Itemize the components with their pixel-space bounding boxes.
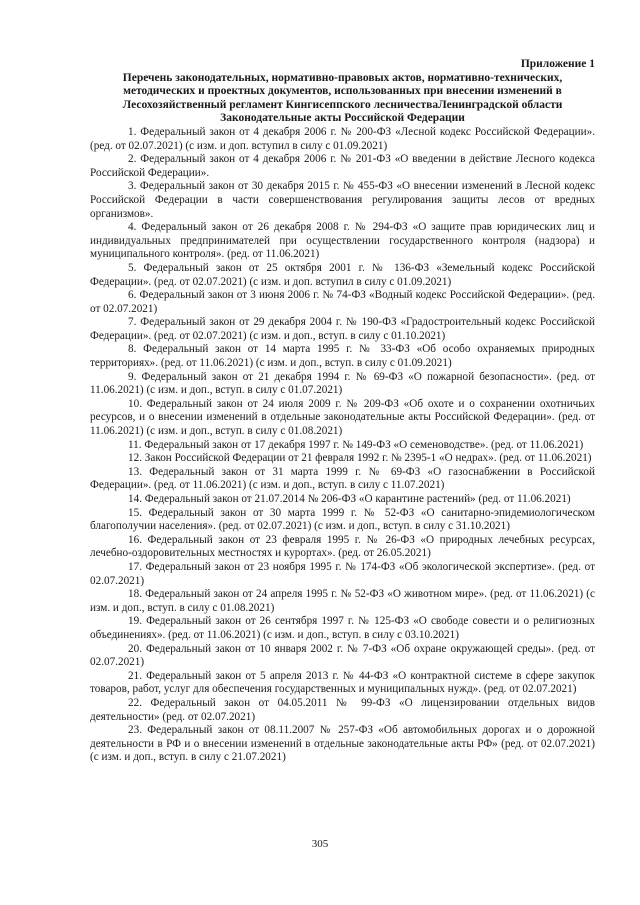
title-line: методических и проектных документов, использованных при внесении изменений в bbox=[123, 85, 562, 98]
law-item-10: 10. Федеральный закон от 24 июля 2009 г. № 209-ФЗ «Об охоте и о сохранении охотничьих ресурсов, и о внесении изменений в отдельные законодательные акты Российской Федерации». (ред. от 11.06.2021) (с изм. и доп., вступ. в силу с 01.08.2021) bbox=[90, 397, 595, 438]
document-page bbox=[90, 58, 595, 765]
law-item-3: 3. Федеральный закон от 30 декабря 2015 г. № 455-ФЗ «О внесении изменений в Лесной кодекс Российской Федерации в части совершенствования регулирования защиты лесов от вредных организмов». bbox=[90, 180, 595, 220]
law-item-14: 14. Федеральный закон от 21.07.2014 № 206-ФЗ «О карантине растений» (ред. от 11.06.2021) bbox=[128, 493, 571, 505]
law-item-6: 6. Федеральный закон от 3 июня 2006 г. № 74-ФЗ «Водный кодекс Российской Федерации». (ред. от 02.07.2021) bbox=[90, 289, 595, 315]
document-title bbox=[90, 72, 595, 126]
law-item-11: 11. Федеральный закон от 17 декабря 1997 г. № 149-ФЗ «О семеноводстве». (ред. от 11.06.2021) bbox=[128, 438, 584, 451]
law-item-21: 21. Федеральный закон от 5 апреля 2013 г. № 44-ФЗ «О контрактной системе в сфере закупок товаров, работ, услуг для обеспечения государственных и муниципальных нужд». (ред. от 02.07.2021) bbox=[90, 669, 595, 696]
law-item-22: 22. Федеральный закон от 04.05.2011 № 99-ФЗ «О лицензировании отдельных видов деятельности» (ред. от 02.07.2021) bbox=[90, 696, 595, 723]
title-line: Лесохозяйственный регламент Кингисеппского лесничестваЛенинградской области bbox=[122, 98, 563, 111]
law-item-2: 2. Федеральный закон от 4 декабря 2006 г. № 201-ФЗ «О введении в действие Лесного кодекса Российской Федерации». bbox=[90, 153, 595, 179]
law-item-18: 18. Федеральный закон от 24 апреля 1995 г. № 52-ФЗ «О животном мире». (ред. от 11.06.2021) (с изм. и доп., вступ. в силу с 01.08.2021) bbox=[90, 588, 595, 614]
law-item-13: 13. Федеральный закон от 31 марта 1999 г. № 69-ФЗ «О газоснабжении в Российской Федерации». (ред. от 11.06.2021) (с изм. и доп., вступ. в силу с 11.07.2021) bbox=[90, 465, 595, 492]
law-item-15: 15. Федеральный закон от 30 марта 1999 г. № 52-ФЗ «О санитарно-эпидемиологическом благополучии населения». (ред. от 02.07.2021) (с изм. и доп., вступ. в силу с 31.10.2021) bbox=[90, 506, 595, 533]
law-item-20: 20. Федеральный закон от 10 января 2002 г. № 7-ФЗ «Об охране окружающей среды». (ред. от 02.07.2021) bbox=[90, 642, 595, 669]
law-list bbox=[90, 126, 595, 765]
law-item-8: 8. Федеральный закон от 14 марта 1995 г. № 33-ФЗ «Об особо охраняемых природных территориях». (ред. от 11.06.2021) (с изм. и доп., вступ. в силу с 01.09.2021) bbox=[90, 343, 595, 370]
appendix-label: Приложение 1 bbox=[520, 58, 595, 70]
law-item-23: 23. Федеральный закон от 08.11.2007 № 257-ФЗ «Об автомобильных дорогах и о дорожной деятельности в РФ и о внесении изменений в отдельные законодательные акты РФ» (ред. от 02.07.2021) (с изм. и доп., вступ. в силу с 21.07.2021) bbox=[90, 724, 595, 764]
law-item-19: 19. Федеральный закон от 26 сентября 1997 г. № 125-ФЗ «О свободе совести и о религиозных объединениях». (ред. от 11.06.2021) (с изм. и доп., вступ. в силу с 03.10.2021) bbox=[90, 615, 595, 641]
law-item-5: 5. Федеральный закон от 25 октября 2001 г. № 136-ФЗ «Земельный кодекс Российской Федерации». (ред. от 02.07.2021) (с изм. и доп. вступил в силу с 01.09.2021) bbox=[90, 261, 595, 288]
page-number: 305 bbox=[311, 838, 329, 850]
section-heading: Законодательные акты Российской Федерации bbox=[220, 112, 465, 125]
law-item-16: 16. Федеральный закон от 23 февраля 1995 г. № 26-ФЗ «О природных лечебных ресурсах, лечебно-оздоровительных местностях и курортах». (ред. от 26.05.2021) bbox=[90, 533, 595, 560]
law-item-9: 9. Федеральный закон от 21 декабря 1994 г. № 69-ФЗ «О пожарной безопасности». (ред. от 11.06.2021) (с изм. и доп., вступ. в силу с 01.07.2021) bbox=[90, 370, 595, 397]
title-line: Перечень законодательных, нормативно-правовых актов, нормативно-технических, bbox=[122, 71, 563, 84]
law-item-7: 7. Федеральный закон от 29 декабря 2004 г. № 190-ФЗ «Градостроительный кодекс Российской Федерации». (ред. от 02.07.2021) (с изм. и доп., вступ. в силу с 01.10.2021) bbox=[90, 316, 595, 342]
law-item-12: 12. Закон Российской Федерации от 21 февраля 1992 г. № 2395-1 «О недрах». (ред. от 11.06.2021) bbox=[128, 452, 592, 465]
law-item-1: 1. Федеральный закон от 4 декабря 2006 г. № 200-ФЗ «Лесной кодекс Российской Федерации». (ред. от 02.07.2021) (с изм. и доп. вступил в силу с 01.09.2021) bbox=[90, 125, 595, 152]
law-item-4: 4. Федеральный закон от 26 декабря 2008 г. № 294-ФЗ «О защите прав юридических лиц и индивидуальных предпринимателей при осуществлении государственного контроля (надзора) и муниципального контроля». (ред. от 11.06.2021) bbox=[90, 221, 595, 261]
law-item-17: 17. Федеральный закон от 23 ноября 1995 г. № 174-ФЗ «Об экологической экспертизе». (ред. от 02.07.2021) bbox=[90, 560, 595, 587]
